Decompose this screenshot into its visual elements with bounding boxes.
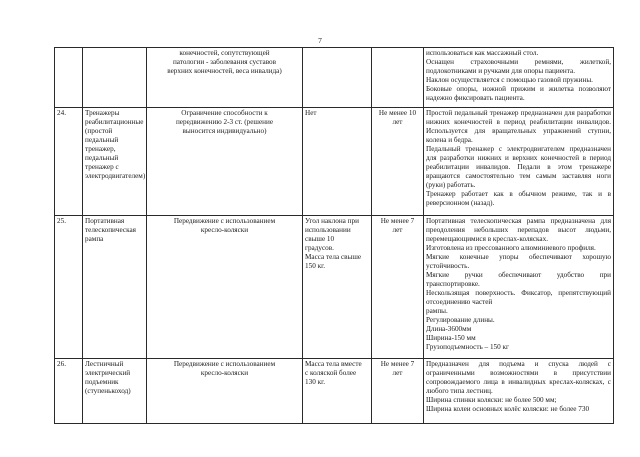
- description-line: использоваться как массажный стол.: [426, 49, 539, 57]
- description-line: Ширина колеи основных колёс коляски: не более 730: [426, 405, 590, 413]
- description-line: Ширина-150 мм: [426, 334, 476, 342]
- device-name-line: телескопическая: [85, 226, 136, 234]
- indications-line: патологии - заболевания суставов: [172, 58, 277, 66]
- equipment-table: [54, 47, 614, 424]
- service-life: [372, 216, 424, 359]
- row-number: 25.: [55, 216, 83, 359]
- service-life-line: лет: [392, 226, 403, 234]
- contraindications: [303, 48, 372, 108]
- description-line: Мягкие ручки обеспечивают удобство при транспортировке.: [426, 271, 611, 288]
- service-life: [372, 108, 424, 216]
- indications-line: верхних конечностей, веса инвалида): [167, 67, 282, 75]
- table-row: [55, 216, 614, 359]
- description-line: Педальный тренажер с электродвигателем предназначен для разработки нижних и верхних конечностей в период реабилитации инвалидов. Педали в этом тренажере вращаются самостоятельно тем самым заставляя ноги (руки) работать.: [426, 145, 611, 189]
- contraindications: [303, 216, 372, 359]
- description-line: Регулирование длины.: [426, 316, 495, 324]
- indications: [147, 216, 303, 359]
- device-name: [83, 108, 147, 216]
- contraindications-line: 150 кг.: [305, 262, 326, 270]
- contraindications-line: градусов.: [305, 244, 334, 252]
- table-row: [55, 359, 614, 424]
- description-line: Портативная телескопическая рампа предназначена для преодоления небольших перепадов высот людьми, перемещающимися в креслах-колясках.: [426, 217, 611, 243]
- table-row: [55, 108, 614, 216]
- description-line: Наклон осуществляется с помощью газовой пружины.: [426, 76, 593, 84]
- row-number: 24.: [55, 108, 83, 216]
- device-name-line: электрический: [85, 369, 131, 377]
- description-line: Боковые опоры, ножной прижим и жилетка позволяют надежно фиксировать пациента.: [426, 85, 611, 102]
- device-name-line: педальный: [85, 136, 119, 144]
- description-line: Мягкие конечные упоры обеспечивают хорошую устойчивость.: [426, 253, 611, 270]
- description-line: Грузоподъемность – 150 кг: [426, 343, 509, 351]
- description-line: рампы.: [426, 307, 448, 315]
- device-name-line: тренажер с: [85, 163, 119, 171]
- indications-line: передвижению 2-3 ст. (решение: [175, 118, 274, 126]
- page-number: 7: [318, 36, 322, 45]
- device-name: [83, 48, 147, 108]
- indications: [147, 359, 303, 424]
- description-line: Тренажер работает как в обычном режиме, так и в реверсионном (назад).: [426, 190, 611, 207]
- description-line: Ширина спинки коляски: не более 500 мм;: [426, 396, 557, 404]
- device-name-line: электродвигателем): [85, 172, 146, 180]
- description-line: Оснащен страховочными ремнями, жилеткой, подлокотниками и ручками для опоры пациента.: [426, 58, 611, 75]
- indications: [147, 108, 303, 216]
- indications-line: Передвижение с использованием: [173, 360, 276, 368]
- contraindications-line: Нет: [305, 109, 317, 117]
- device-name-line: Портативная: [85, 217, 125, 225]
- service-life-line: Не менее 7: [380, 217, 415, 225]
- indications-line: Передвижение с использованием: [173, 217, 276, 225]
- service-life-line: лет: [392, 369, 403, 377]
- device-name-line: (ступенькоход): [85, 387, 131, 395]
- description: [424, 108, 614, 216]
- description: [424, 48, 614, 108]
- indications: [147, 48, 303, 108]
- device-name-line: реабилитационные: [85, 118, 144, 126]
- device-name: [83, 359, 147, 424]
- contraindications-line: Угол наклона при: [305, 217, 359, 225]
- service-life-line: Не менее 7: [380, 360, 415, 368]
- device-name-line: тренажер,: [85, 145, 116, 153]
- row-number: 26.: [55, 359, 83, 424]
- indications-line: кресло-коляски: [200, 226, 249, 234]
- device-name-line: Тренажеры: [85, 109, 120, 117]
- indications-line: Ограничение способности к: [181, 109, 268, 117]
- contraindications: [303, 108, 372, 216]
- description: [424, 216, 614, 359]
- contraindications-line: 130 кг.: [305, 378, 326, 386]
- contraindications-line: использовании: [305, 226, 351, 234]
- device-name-line: педальный: [85, 154, 119, 162]
- indications-line: кресло-коляски: [200, 369, 249, 377]
- description-line: Изготовлена из прессованного алюминиевого профиля.: [426, 244, 596, 252]
- contraindications-line: свыше 10: [305, 235, 335, 243]
- contraindications-line: Масса тела вместе: [305, 360, 362, 368]
- indications-line: выносится индивидуально): [182, 127, 267, 135]
- service-life-line: Не менее 10: [378, 109, 417, 117]
- table-row: [55, 48, 614, 108]
- service-life-line: лет: [392, 118, 403, 126]
- device-name-line: подъемник: [85, 378, 119, 386]
- description: [424, 359, 614, 424]
- description-line: Простой педальный тренажер предназначен для разработки нижних конечностей в период реабилитации инвалидов. Используется для вращательных упражнений ступни, колена и бедра.: [426, 109, 611, 144]
- service-life: [372, 48, 424, 108]
- device-name-line: рампа: [85, 235, 104, 243]
- service-life: [372, 359, 424, 424]
- indications-line: конечностей, сопутствующей: [179, 49, 270, 57]
- device-name-line: (простой: [85, 127, 113, 135]
- description-line: Предназначен для подъема и спуска людей с ограниченными возможностями в присутствии сопровождаемого лица в инвалидных креслах-колясках, с любого типа лестниц.: [426, 360, 611, 395]
- description-line: Длина-3600мм: [426, 325, 472, 333]
- contraindications: [303, 359, 372, 424]
- device-name: [83, 216, 147, 359]
- row-number: [55, 48, 83, 108]
- description-line: Нескользящая поверхность. Фиксатор, препятствующий отсоединению частей: [426, 289, 611, 306]
- contraindications-line: Масса тела свыше: [305, 253, 362, 261]
- device-name-line: Лестничный: [85, 360, 124, 368]
- contraindications-line: с коляской более: [305, 369, 357, 377]
